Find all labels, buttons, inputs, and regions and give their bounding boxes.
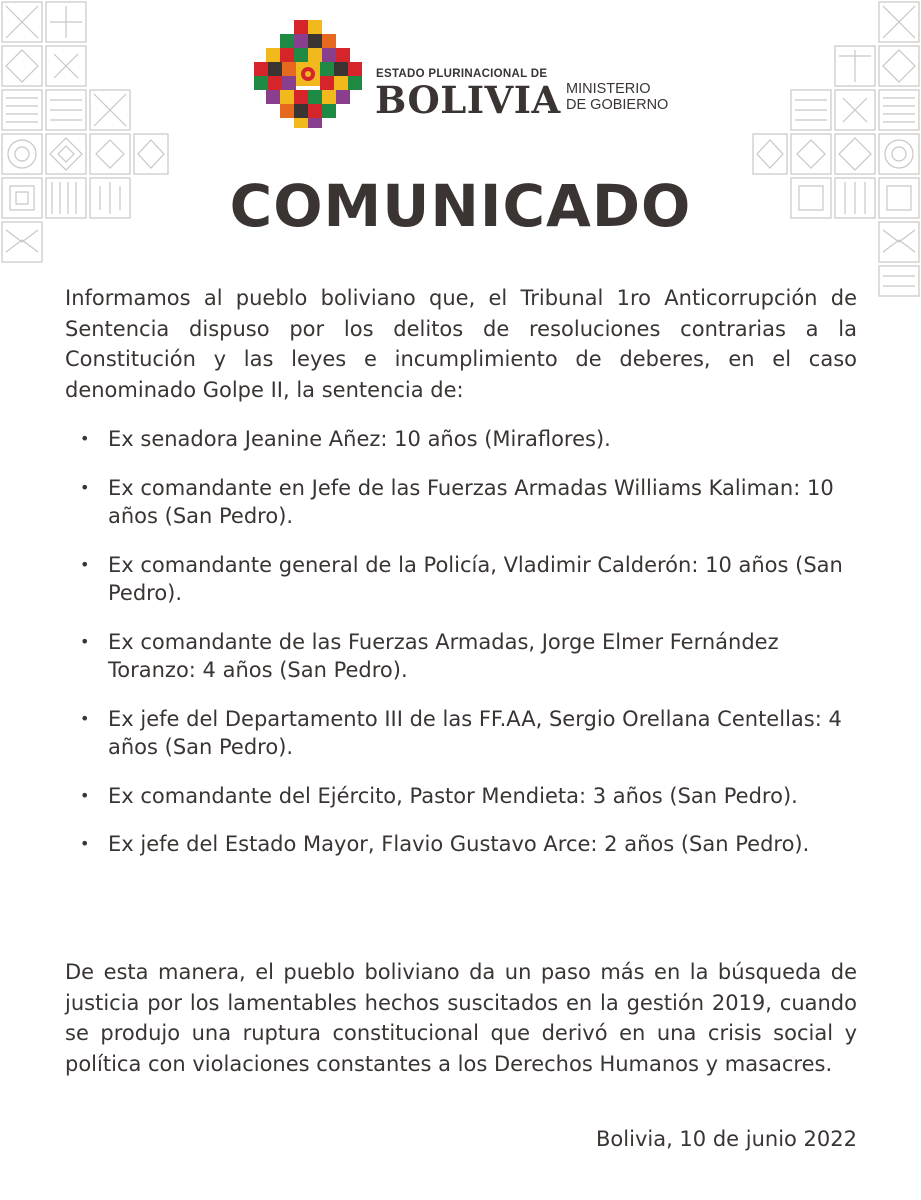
ministry-line-2: DE GOBIERNO <box>566 97 669 113</box>
plurinational-chakana-emblem-icon <box>252 18 364 130</box>
list-item <box>80 782 860 811</box>
sentence-text: Ex jefe del Estado Mayor, Flavio Gustavo Arce: 2 años (San Pedro). <box>108 832 810 856</box>
intro-paragraph: Informamos al pueblo boliviano que, el Tribunal 1ro Anticorrupción de Sentencia dispuso por los delitos de resoluciones contrarias a la Constitución y las leyes e incumplimiento de deberes, en el caso denominado Golpe II, la sentencia de: <box>65 286 857 402</box>
ministry-line-1: MINISTERIO <box>566 81 651 97</box>
list-item <box>80 830 860 859</box>
state-label: ESTADO PLURINACIONAL DE <box>376 68 548 80</box>
bullet: • <box>80 477 90 497</box>
textile-pattern-right <box>751 0 921 300</box>
bullet: • <box>80 429 90 448</box>
sentence-text: Ex comandante de las Fuerzas Armadas, Jorge Elmer Fernández Toranzo: 4 años (San Pedro). <box>108 629 779 682</box>
list-item <box>80 628 860 685</box>
sentence-text: Ex jefe del Departamento III de las FF.AA, Sergio Orellana Centellas: 4 años (San Pedro). <box>108 706 842 759</box>
country-wordmark: BOLIVIA <box>375 78 561 122</box>
bullet: • <box>80 554 90 574</box>
sentence-text: Ex senadora Jeanine Añez: 10 años (Miraflores). <box>108 427 611 451</box>
page-title: COMUNICADO <box>229 172 692 240</box>
ministry-name <box>566 81 686 113</box>
sentence-list <box>80 425 860 879</box>
sentence-text: Ex comandante del Ejército, Pastor Mendieta: 3 años (San Pedro). <box>108 783 798 808</box>
bullet: • <box>80 631 90 651</box>
closing-paragraph: De esta manera, el pueblo boliviano da un paso más en la búsqueda de justicia por los lamentables hechos suscitados en la gestión 2019, cuando se produjo una ruptura constitucional que derivó en una crisis social y política con violaciones constantes a los Derechos Humanos y masacres. <box>65 960 857 1076</box>
list-item <box>80 425 860 454</box>
list-item <box>80 474 860 531</box>
list-item <box>80 705 860 762</box>
bullet: • <box>80 785 90 805</box>
list-item <box>80 551 860 608</box>
textile-pattern-left <box>0 0 170 300</box>
date-line: Bolivia, 10 de junio 2022 <box>596 1127 857 1151</box>
bullet: • <box>80 708 90 728</box>
sentence-text: Ex comandante general de la Policía, Vladimir Calderón: 10 años (San Pedro). <box>108 552 843 605</box>
sentence-text: Ex comandante en Jefe de las Fuerzas Armadas Williams Kaliman: 10 años (San Pedro). <box>108 475 834 528</box>
ministry-header <box>252 18 682 133</box>
bullet: • <box>80 834 90 853</box>
